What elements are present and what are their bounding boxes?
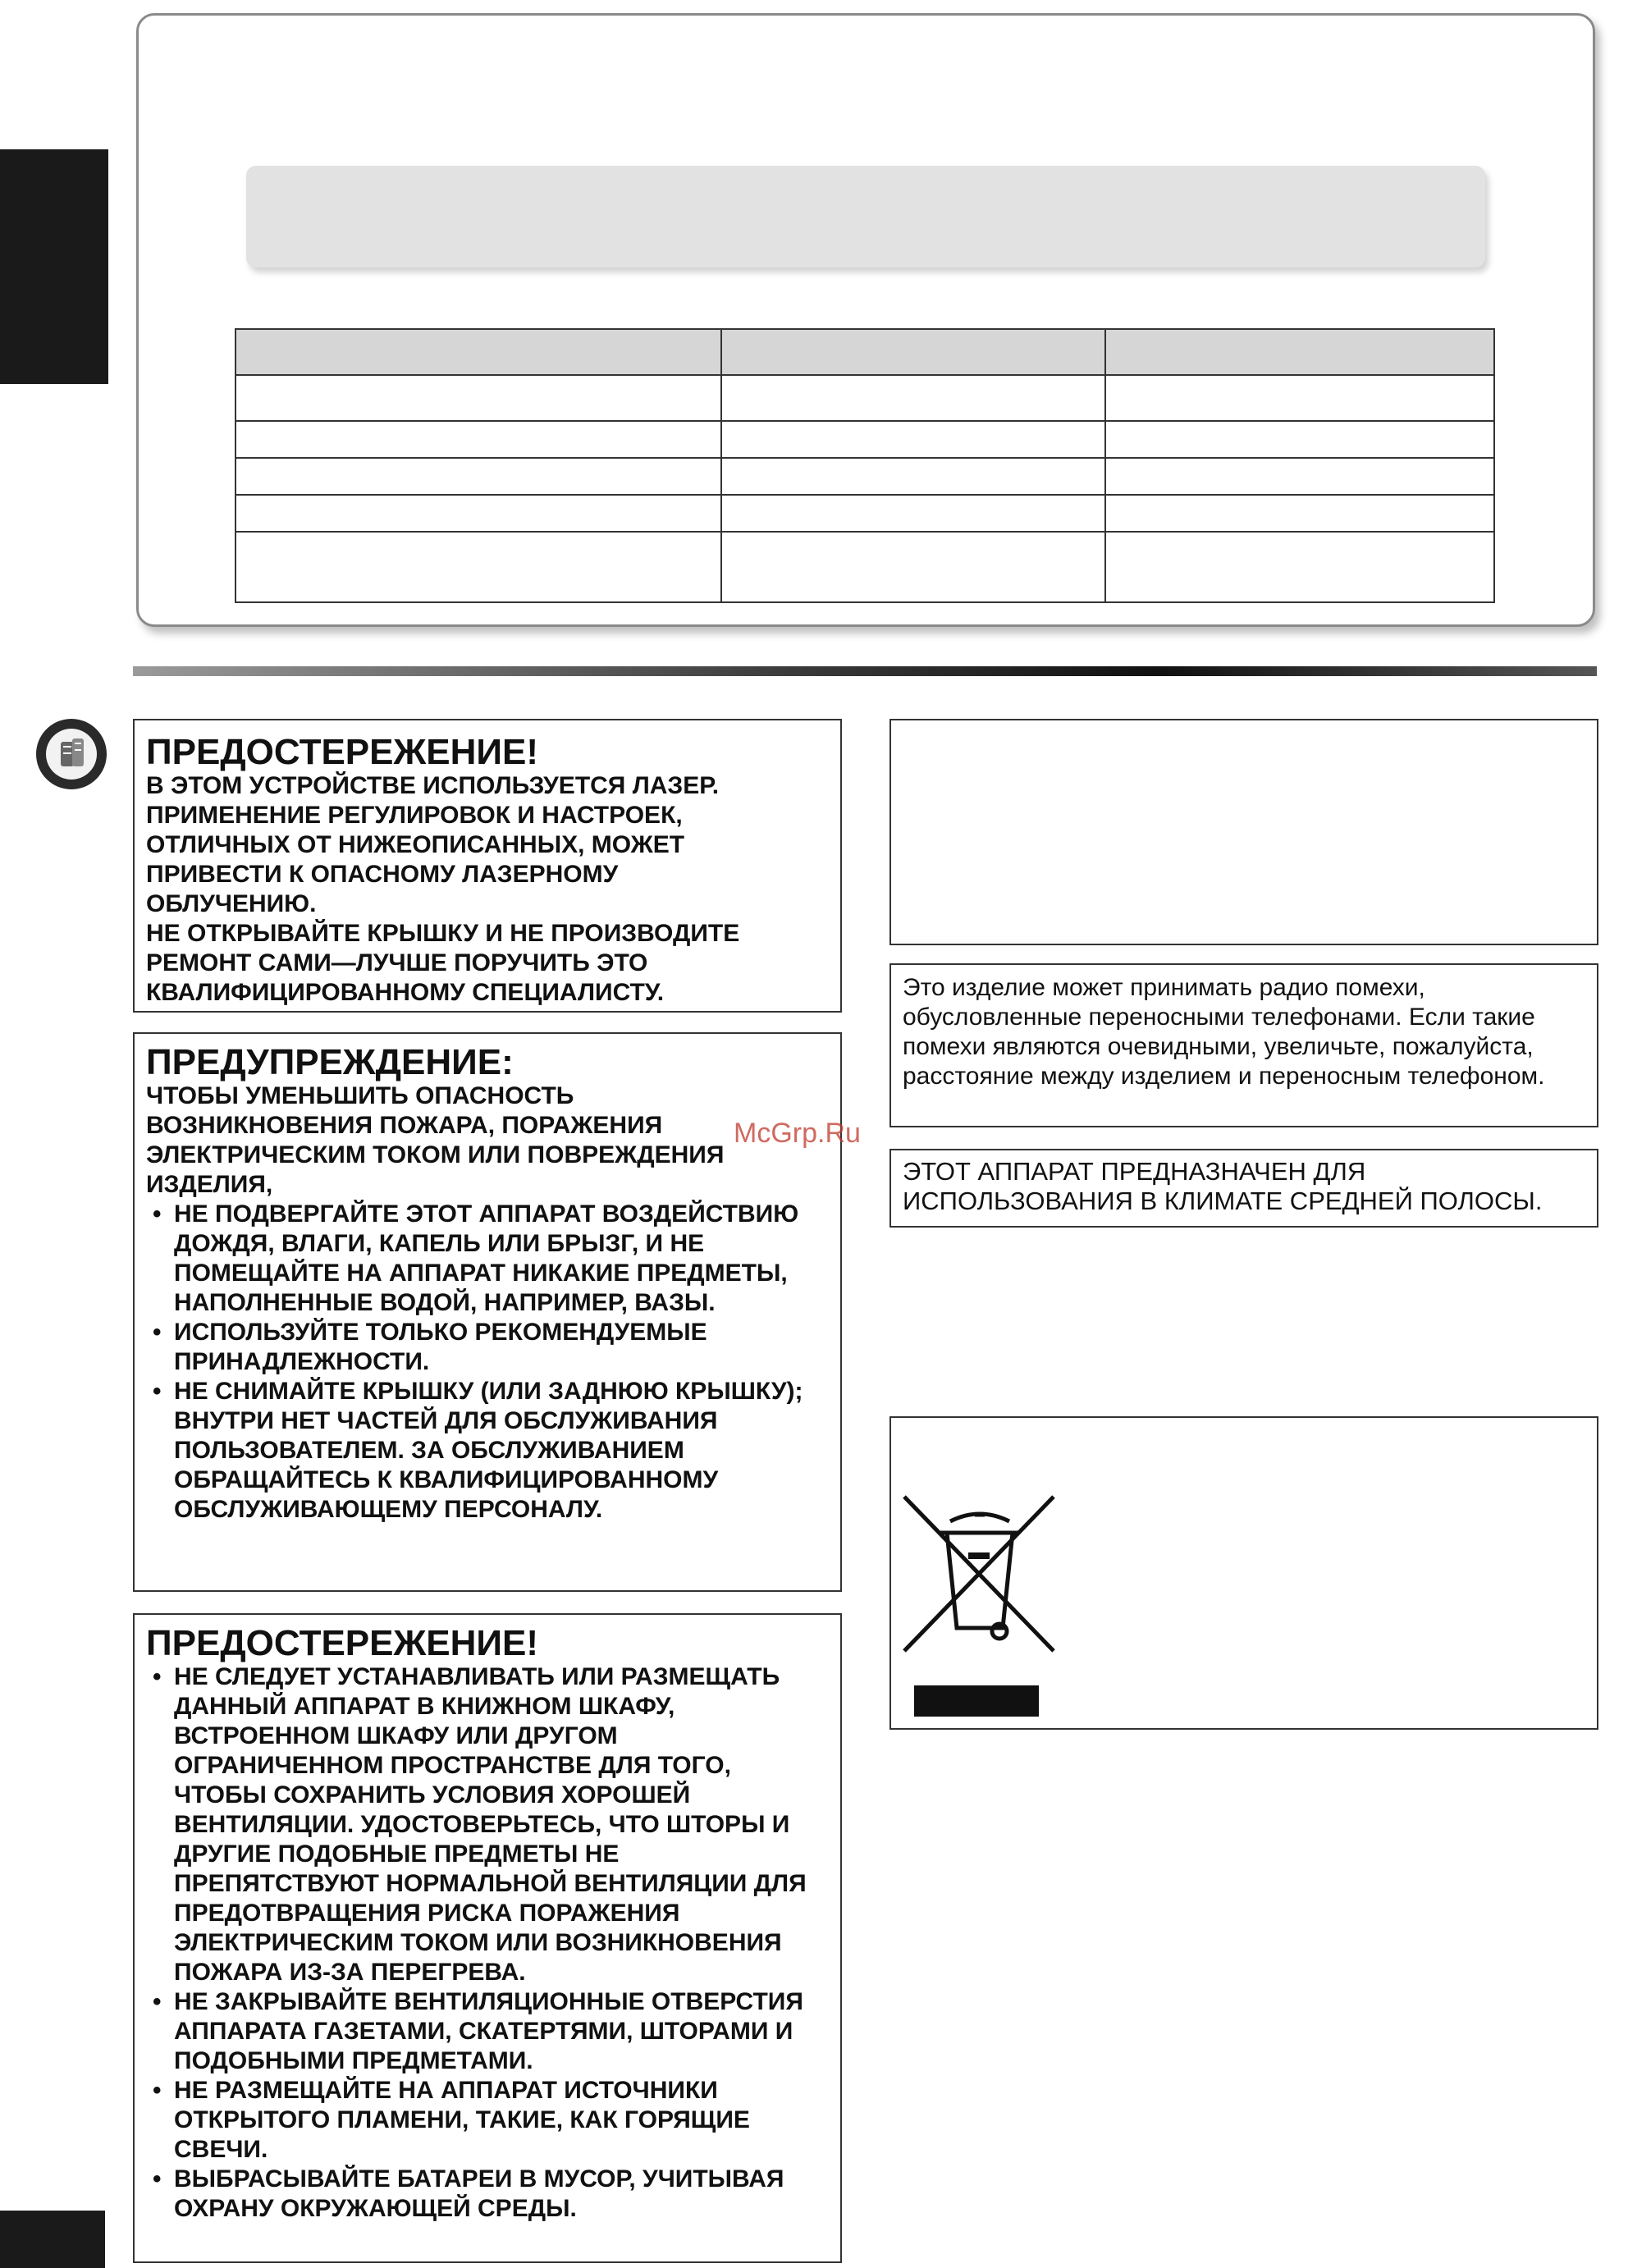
caution-item: • ВЫБРАСЫВАЙТЕ БАТАРЕИ В МУСОР, УЧИТЫВАЯ ОХРАНУ ОКРУЖАЮЩЕЙ СРЕДЫ. <box>146 2165 829 2224</box>
table-cell <box>1105 532 1494 602</box>
table-cell <box>1105 375 1494 421</box>
laser-caution-box <box>133 719 842 1013</box>
warning-list <box>146 1200 829 1525</box>
specification-table <box>235 328 1495 603</box>
warning-item: • НЕ СНИМАЙТЕ КРЫШКУ (ИЛИ ЗАДНЮЮ КРЫШКУ); ВНУТРИ НЕТ ЧАСТЕЙ ДЛЯ ОБСЛУЖИВАНИЯ ПОЛЬЗОВАТЕЛЕМ. ЗА ОБСЛУЖИВАНИЕМ ОБРАЩАЙТЕСЬ К КВАЛИФИЦИРОВАННОМУ ОБСЛУЖИВАЮЩЕМУ ПЕРСОНАЛУ. <box>146 1377 829 1525</box>
caution-line: В ЭТОМ УСТРОЙСТВЕ ИСПОЛЬЗУЕТСЯ ЛАЗЕР. <box>146 772 720 799</box>
caution-line: НЕ ОТКРЫВАЙТЕ КРЫШКУ И НЕ ПРОИЗВОДИТЕ <box>146 920 740 947</box>
caution-heading: ПРЕДОСТЕРЕЖЕНИЕ! <box>146 732 539 772</box>
caution-line: РЕМОНТ САМИ—ЛУЧШЕ ПОРУЧИТЬ ЭТО <box>146 949 648 976</box>
crossed-out-wheelie-bin-icon <box>899 1490 1059 1654</box>
table-header-cell <box>1105 329 1494 375</box>
caution-list <box>146 1662 829 2224</box>
caution-item: • НЕ РАЗМЕЩАЙТЕ НА АППАРАТ ИСТОЧНИКИ ОТКРЫТОГО ПЛАМЕНИ, ТАКИЕ, КАК ГОРЯЩИЕ СВЕЧИ. <box>146 2076 829 2165</box>
caution-line: КВАЛИФИЦИРОВАННОМУ СПЕЦИАЛИСТУ. <box>146 979 665 1006</box>
caution-heading: ПРЕДОСТЕРЕЖЕНИЕ! <box>146 1623 539 1663</box>
caution-item: • НЕ СЛЕДУЕТ УСТАНАВЛИВАТЬ ИЛИ РАЗМЕЩАТЬ ДАННЫЙ АППАРАТ В КНИЖНОМ ШКАФУ, ВСТРОЕННОМ ШКАФУ ИЛИ ДРУГОМ ОГРАНИЧЕННОМ ПРОСТРАНСТВЕ ДЛЯ ТОГО, ЧТОБЫ СОХРАНИТЬ УСЛОВИЯ ХОРОШЕЙ ВЕНТИЛЯЦИИ. УДОСТОВЕРЬТЕСЬ, ЧТО ШТОРЫ И ДРУГИЕ ПОДОБНЫЕ ПРЕДМЕТЫ НЕ ПРЕПЯТСТВУЮТ НОРМАЛЬНОЙ ВЕНТИЛЯЦИИ ДЛЯ ПРЕДОТВРАЩЕНИЯ РИСКА ПОРАЖЕНИЯ ЭЛЕКТРИЧЕСКИМ ТОКОМ ИЛИ ВОЗНИКНОВЕНИЯ ПОЖАРА ИЗ-ЗА ПЕРЕГРЕВА. <box>146 1662 829 1987</box>
table-cell <box>236 532 721 602</box>
watermark: McGrp.Ru <box>734 1118 861 1149</box>
warning-intro-line: ЭЛЕКТРИЧЕСКИМ ТОКОМ ИЛИ ПОВРЕЖДЕНИЯ <box>146 1141 725 1168</box>
laser-warning-icon <box>36 719 107 789</box>
section-tab-marker <box>0 149 108 384</box>
specification-panel-header <box>246 166 1485 267</box>
table-cell <box>1105 495 1494 532</box>
table-cell <box>236 375 721 421</box>
warning-intro-line: ЧТОБЫ УМЕНЬШИТЬ ОПАСНОСТЬ <box>146 1082 574 1109</box>
table-cell <box>721 375 1105 421</box>
table-cell <box>721 458 1105 495</box>
caution-item: • НЕ ЗАКРЫВАЙТЕ ВЕНТИЛЯЦИОННЫЕ ОТВЕРСТИЯ АППАРАТА ГАЗЕТАМИ, СКАТЕРТЯМИ, ШТОРАМИ И ПОДОБНЫМИ ПРЕДМЕТАМИ. <box>146 1987 829 2076</box>
caution-line: ПРИМЕНЕНИЕ РЕГУЛИРОВОК И НАСТРОЕК, <box>146 802 683 829</box>
table-cell <box>721 495 1105 532</box>
warning-item: • ИСПОЛЬЗУЙТЕ ТОЛЬКО РЕКОМЕНДУЕМЫЕ ПРИНАДЛЕЖНОСТИ. <box>146 1318 829 1377</box>
warning-heading: ПРЕДУПРЕЖДЕНИЕ: <box>146 1042 514 1082</box>
warning-box <box>133 1032 842 1592</box>
label-notice-box <box>889 719 1598 945</box>
caution-line: ПРИВЕСТИ К ОПАСНОМУ ЛАЗЕРНОМУ <box>146 861 619 888</box>
table-cell <box>1105 458 1494 495</box>
table-cell <box>236 458 721 495</box>
warning-item: • НЕ ПОДВЕРГАЙТЕ ЭТОТ АППАРАТ ВОЗДЕЙСТВИЮ ДОЖДЯ, ВЛАГИ, КАПЕЛЬ ИЛИ БРЫЗГ, И НЕ ПОМЕЩАЙТЕ НА АППАРАТ НИКАКИЕ ПРЕДМЕТЫ, НАПОЛНЕННЫЕ ВОДОЙ, НАПРИМЕР, ВАЗЫ. <box>146 1200 829 1318</box>
section-divider <box>133 666 1597 676</box>
page-corner-marker <box>0 2211 105 2268</box>
disposal-date-bar <box>914 1685 1039 1717</box>
climate-notice: ЭТОТ АППАРАТ ПРЕДНАЗНАЧЕН ДЛЯ ИСПОЛЬЗОВАНИЯ В КЛИМАТЕ СРЕДНЕЙ ПОЛОСЫ. <box>889 1149 1598 1228</box>
table-header-cell <box>721 329 1105 375</box>
table-cell <box>721 532 1105 602</box>
table-cell <box>236 421 721 458</box>
table-header-cell <box>236 329 721 375</box>
table-cell <box>236 495 721 532</box>
caution-line: ОТЛИЧНЫХ ОТ НИЖЕОПИСАННЫХ, МОЖЕТ <box>146 831 685 858</box>
warning-intro-line: ВОЗНИКНОВЕНИЯ ПОЖАРА, ПОРАЖЕНИЯ <box>146 1112 663 1139</box>
warning-intro-line: ИЗДЕЛИЯ, <box>146 1171 273 1198</box>
table-cell <box>1105 421 1494 458</box>
caution-line: ОБЛУЧЕНИЮ. <box>146 890 317 917</box>
installation-caution-box <box>133 1613 842 2263</box>
table-cell <box>721 421 1105 458</box>
radio-interference-notice: Это изделие может принимать радио помехи, обусловленные переносными телефонами. Если такие помехи являются очевидными, увеличьте, пожалуйста, расстояние между изделием и переносным телефоном. <box>889 963 1598 1127</box>
